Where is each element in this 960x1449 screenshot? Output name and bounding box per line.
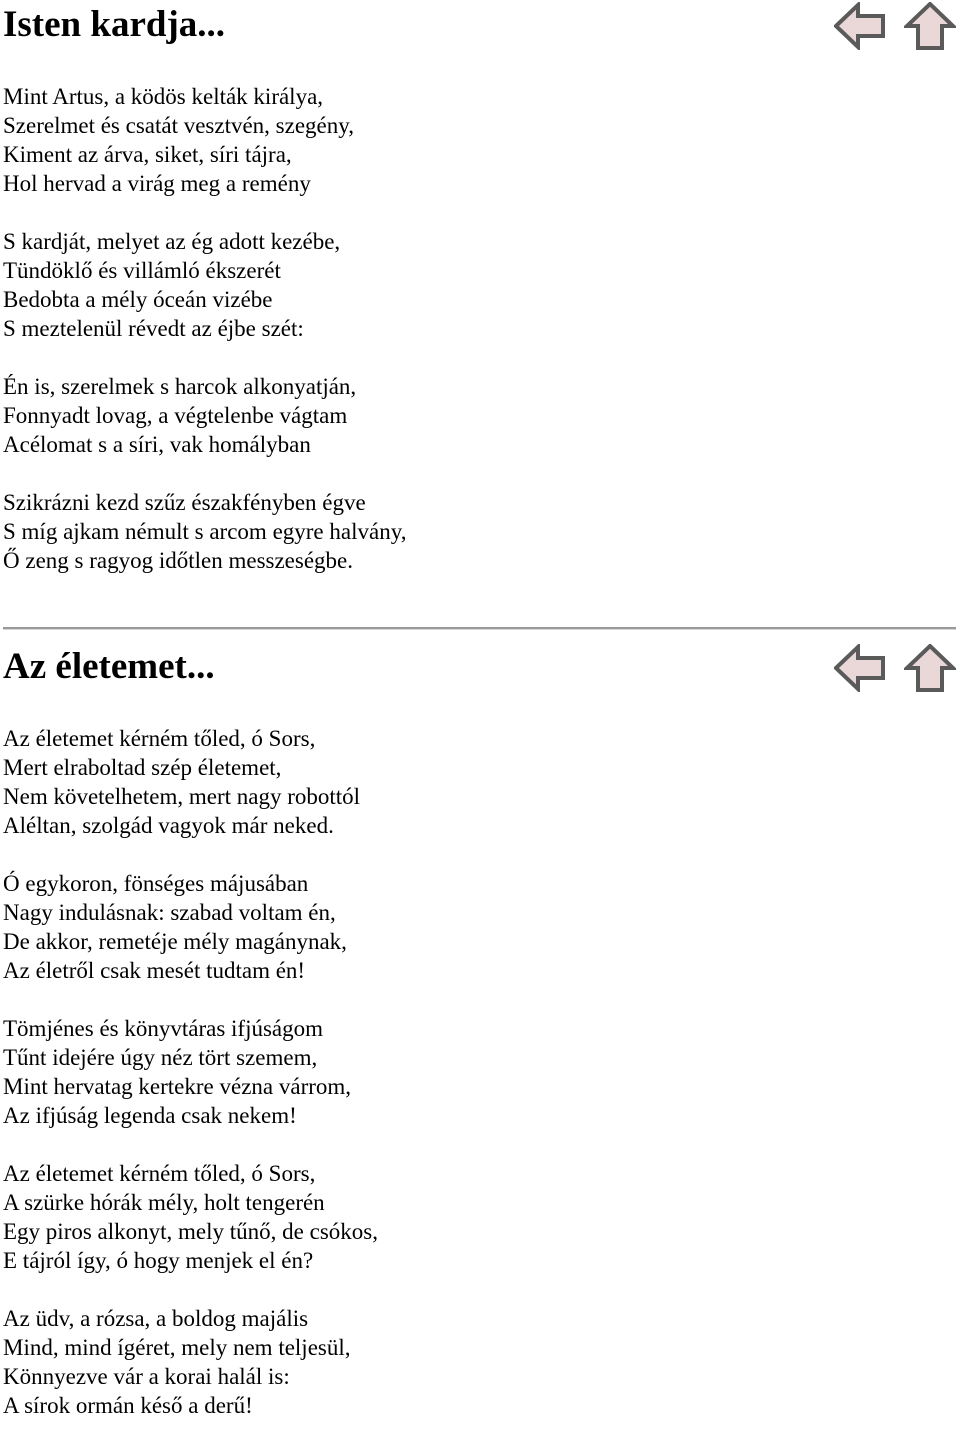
poem-line: Aléltan, szolgád vagyok már neked. <box>3 813 334 838</box>
poem-line: Az életemet kérném tőled, ó Sors, <box>3 726 316 751</box>
nav-arrows <box>834 644 956 692</box>
stanza <box>3 1159 378 1275</box>
poem-line: Ó egykoron, fönséges májusában <box>3 871 309 896</box>
poem-line: Acélomat s a síri, vak homályban <box>3 432 311 457</box>
poem-line: Kiment az árva, siket, síri tájra, <box>3 142 292 167</box>
section-divider <box>3 627 956 630</box>
poem-line: Tűnt idejére úgy néz tört szemem, <box>3 1045 318 1070</box>
poem-line: Tündöklő és villámló ékszerét <box>3 258 281 283</box>
poem-line: A szürke hórák mély, holt tengerén <box>3 1190 325 1215</box>
left-arrow-icon[interactable] <box>834 644 886 692</box>
poem-line: Az életről csak mesét tudtam én! <box>3 958 306 983</box>
poem-line: Szikrázni kezd szűz északfényben égve <box>3 490 366 515</box>
poem-line: Egy piros alkonyt, mely tűnő, de csókos, <box>3 1219 378 1244</box>
stanza <box>3 1014 378 1130</box>
poem-line: Mind, mind ígéret, mely nem teljesül, <box>3 1335 351 1360</box>
poem-line: Fonnyadt lovag, a végtelenbe vágtam <box>3 403 348 428</box>
poem-line: Mert elraboltad szép életemet, <box>3 755 282 780</box>
up-arrow-icon[interactable] <box>904 2 956 50</box>
poem-line: De akkor, remetéje mély magánynak, <box>3 929 347 954</box>
poem-line: Mint hervatag kertekre vézna várrom, <box>3 1074 352 1099</box>
poem-line: Nagy indulásnak: szabad voltam én, <box>3 900 336 925</box>
stanza <box>3 488 406 575</box>
stanza <box>3 869 378 985</box>
poem-line: S míg ajkam némult s arcom egyre halvány, <box>3 519 407 544</box>
poem-line: Az életemet kérném tőled, ó Sors, <box>3 1161 316 1186</box>
poem-line: Az ifjúság legenda csak nekem! <box>3 1103 297 1128</box>
poem-line: E tájról így, ó hogy menjek el én? <box>3 1248 314 1273</box>
stanza <box>3 227 406 343</box>
poem-line: Hol hervad a virág meg a remény <box>3 171 311 196</box>
poem-line: Mint Artus, a ködös kelták királya, <box>3 84 324 109</box>
poem-line: A sírok ormán késő a derű! <box>3 1393 253 1418</box>
poem-body <box>3 724 378 1449</box>
stanza <box>3 1304 378 1420</box>
poem-line: Az üdv, a rózsa, a boldog majális <box>3 1306 309 1331</box>
poem-line: Nem követelhetem, mert nagy robottól <box>3 784 361 809</box>
poem-line: Én is, szerelmek s harcok alkonyatján, <box>3 374 357 399</box>
stanza <box>3 372 406 459</box>
poem-line: S meztelenül révedt az éjbe szét: <box>3 316 304 341</box>
poem-line: Bedobta a mély óceán vizébe <box>3 287 273 312</box>
up-arrow-icon[interactable] <box>904 644 956 692</box>
poem-line: Ő zeng s ragyog időtlen messzeségbe. <box>3 548 354 573</box>
stanza <box>3 82 406 198</box>
nav-arrows <box>834 2 956 50</box>
poem-line: Tömjénes és könyvtáras ifjúságom <box>3 1016 324 1041</box>
poem-line: Szerelmet és csatát vesztvén, szegény, <box>3 113 355 138</box>
poem-line: Könnyezve vár a korai halál is: <box>3 1364 290 1389</box>
stanza <box>3 724 378 840</box>
poem-line: S kardját, melyet az ég adott kezébe, <box>3 229 341 254</box>
poem-title: Az életemet... <box>3 646 215 687</box>
poem-title: Isten kardja... <box>3 4 226 45</box>
poem-body <box>3 82 406 604</box>
left-arrow-icon[interactable] <box>834 2 886 50</box>
